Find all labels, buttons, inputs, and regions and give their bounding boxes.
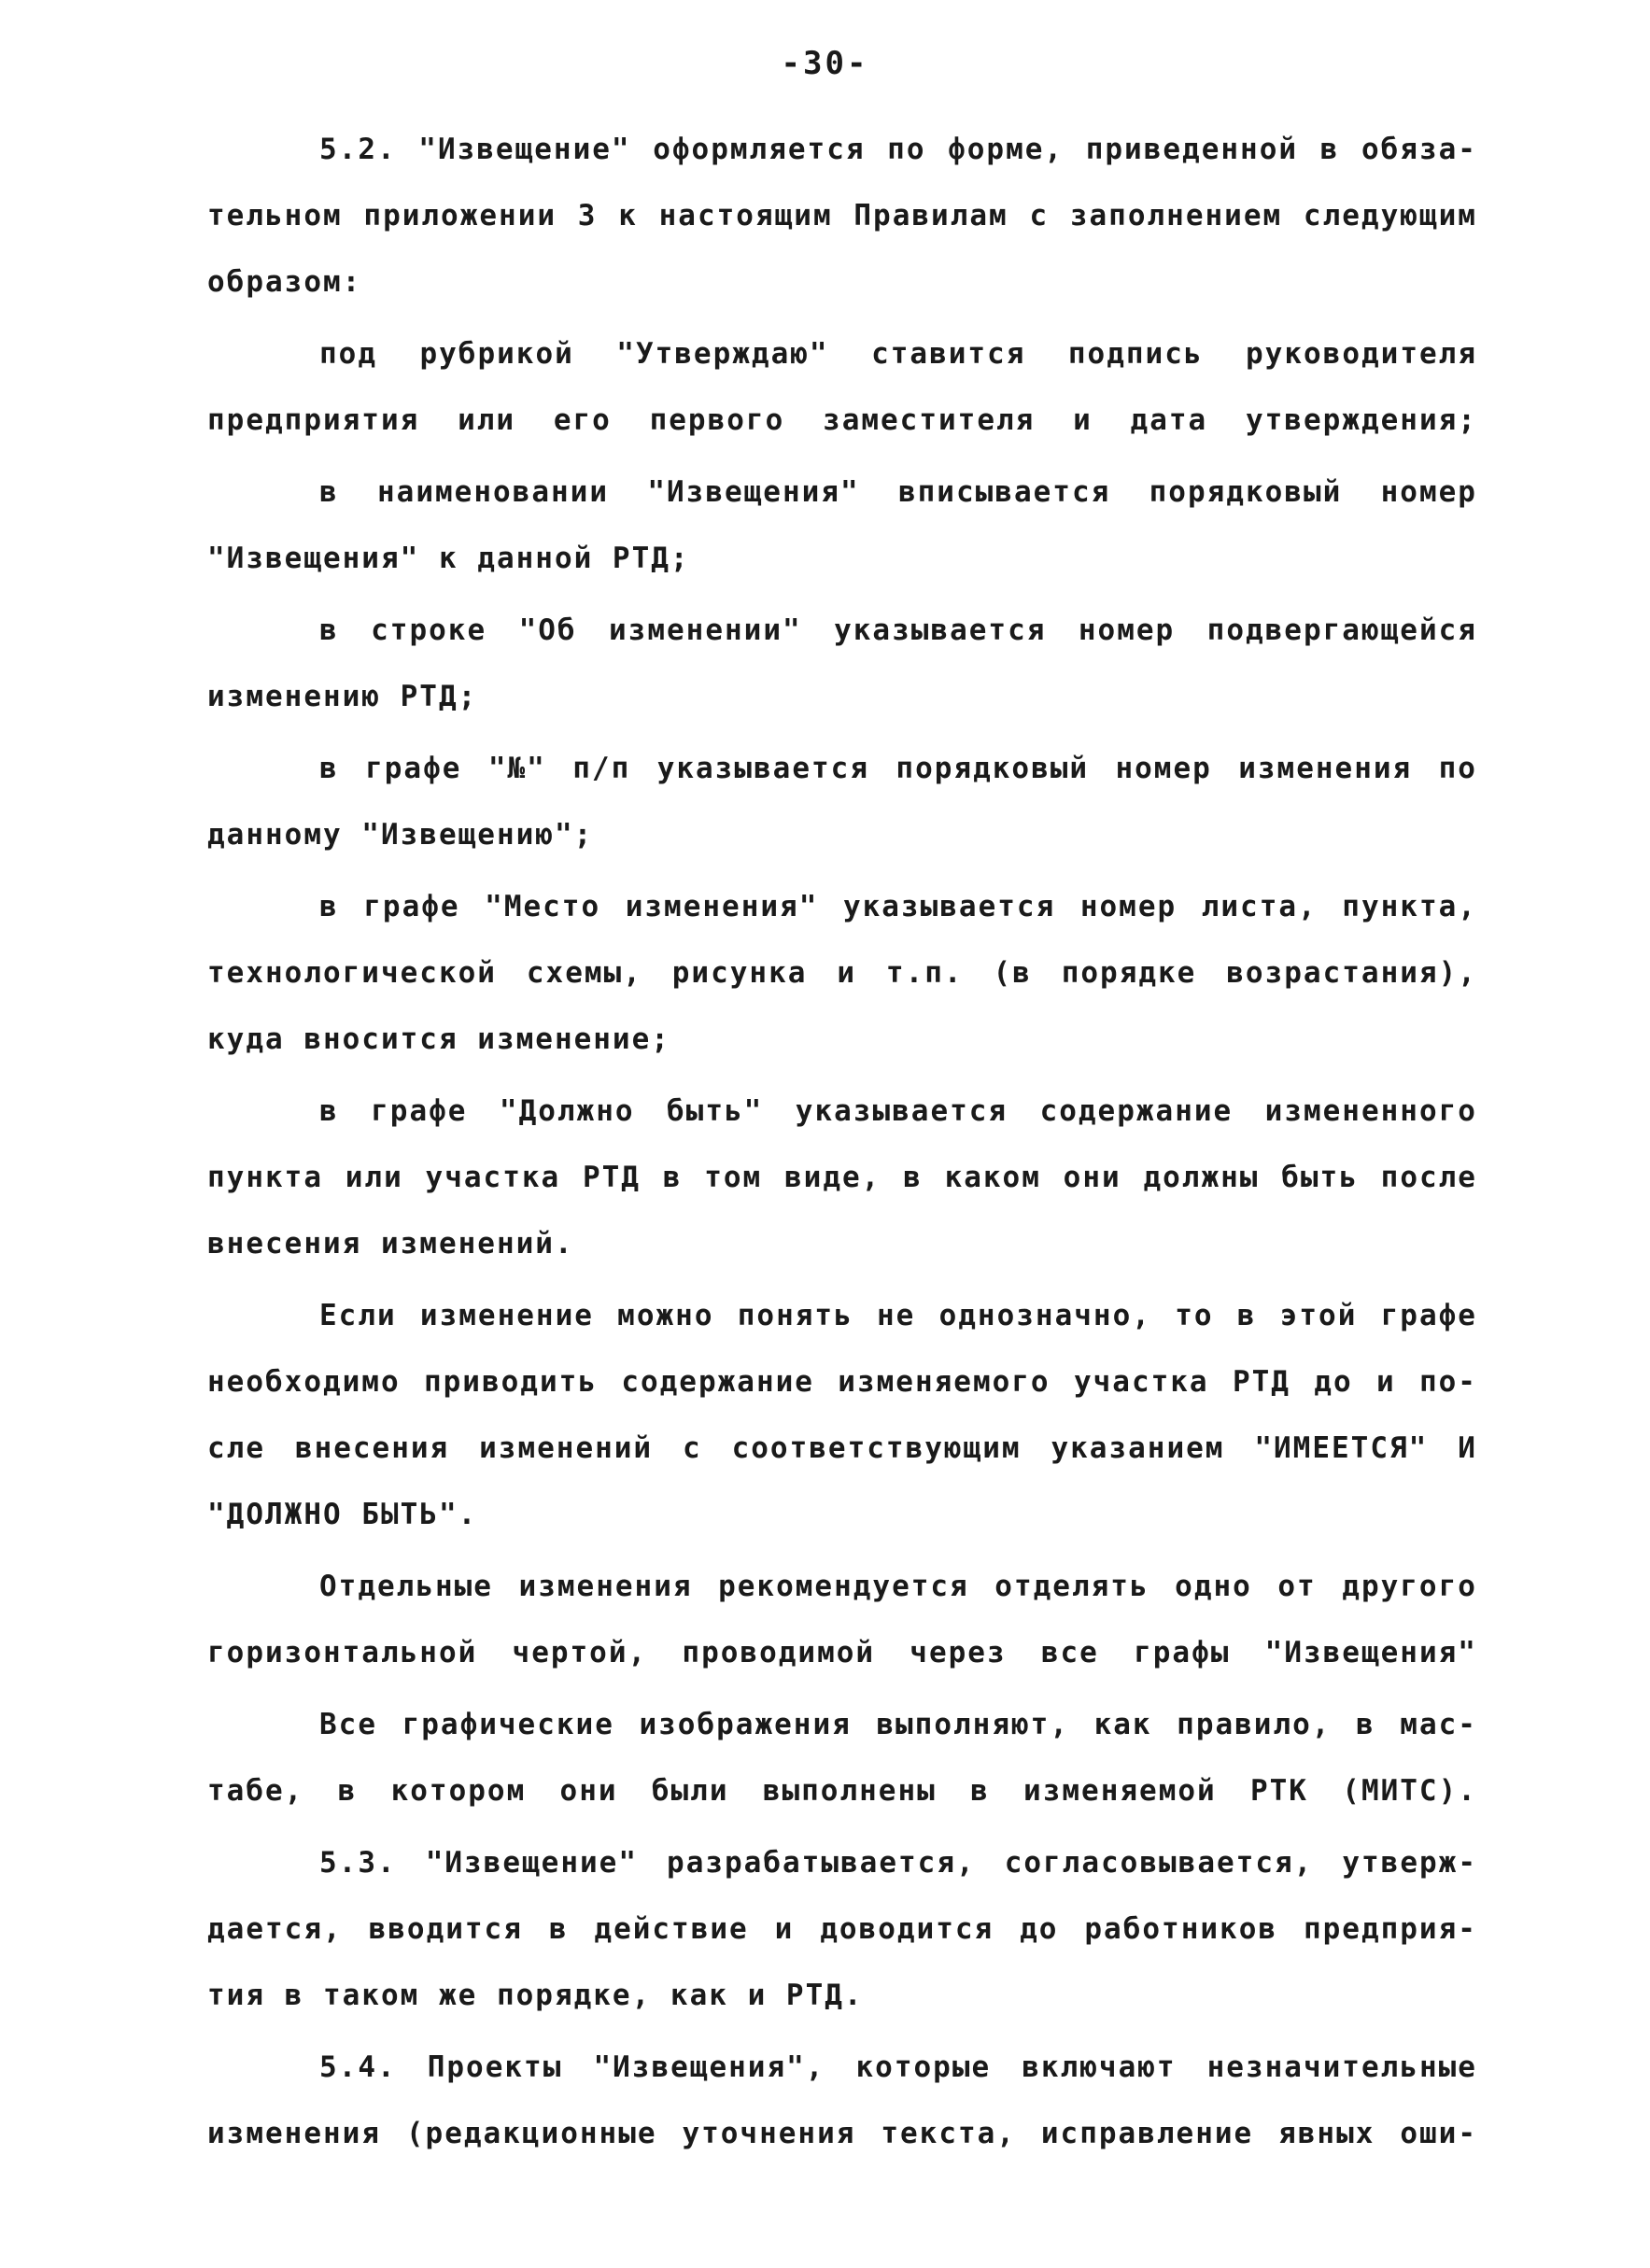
text-line: под рубрикой "Утверждаю" ставится подпись руководителя (319, 337, 1477, 371)
text-line: необходимо приводить содержание изменяемого участка РТД до и по- (207, 1365, 1477, 1399)
text-line: Если изменение можно понять не однозначно, то в этой графе (319, 1299, 1477, 1332)
text-line: тия в таком же порядке, как и РТД. (207, 1979, 864, 2012)
text-line: горизонтальной чертой, проводимой через все графы "Извещения" (207, 1636, 1477, 1669)
text-line: дается, вводится в действие и доводится до работников предприя- (207, 1912, 1477, 1946)
text-line: Все графические изображения выполняют, как правило, в мас- (319, 1708, 1477, 1741)
text-line: изменения (редакционные уточнения текста, исправление явных оши- (207, 2117, 1477, 2150)
text-line: технологической схемы, рисунка и т.п. (в порядке возрастания), (207, 956, 1477, 990)
text-line: 5.3. "Извещение" разрабатывается, согласовывается, утверж- (319, 1846, 1477, 1880)
text-line: "Извещения" к данной РТД; (207, 542, 690, 575)
document-body (207, 133, 1477, 2183)
text-line: куда вносится изменение; (207, 1022, 670, 1056)
text-line: 5.2. "Извещение" оформляется по форме, приведенной в обяза- (319, 133, 1477, 166)
text-line: 5.4. Проекты "Извещения", которые включают незначительные (319, 2050, 1477, 2084)
text-line: "ДОЛЖНО БЫТЬ". (207, 1498, 478, 1531)
text-line: в графе "Место изменения" указывается номер листа, пункта, (319, 890, 1477, 923)
page-number: -30- (781, 45, 869, 82)
text-line: изменению РТД; (207, 680, 478, 713)
text-line: внесения изменений. (207, 1227, 574, 1261)
text-line: Отдельные изменения рекомендуется отделять одно от другого (319, 1570, 1477, 1603)
text-line: в строке "Об изменении" указывается номер подвергающейся (319, 613, 1477, 647)
text-line: в наименовании "Извещения" вписывается порядковый номер (319, 475, 1477, 509)
text-line: табе, в котором они были выполнены в изменяемой РТК (МИТС). (207, 1774, 1477, 1808)
text-line: данному "Извещению"; (207, 818, 594, 852)
text-line: в графе "№" п/п указывается порядковый номер изменения по (319, 752, 1477, 785)
text-line: пункта или участка РТД в том виде, в каком они должны быть после (207, 1161, 1477, 1194)
text-line: предприятия или его первого заместителя и дата утверждения; (207, 403, 1477, 437)
text-line: в графе "Должно быть" указывается содержание измененного (319, 1094, 1477, 1128)
text-line: образом: (207, 265, 362, 299)
text-line: сле внесения изменений с соответствующим указанием "ИМЕЕТСЯ" И (207, 1431, 1477, 1465)
text-line: тельном приложении 3 к настоящим Правилам с заполнением следующим (207, 199, 1477, 232)
